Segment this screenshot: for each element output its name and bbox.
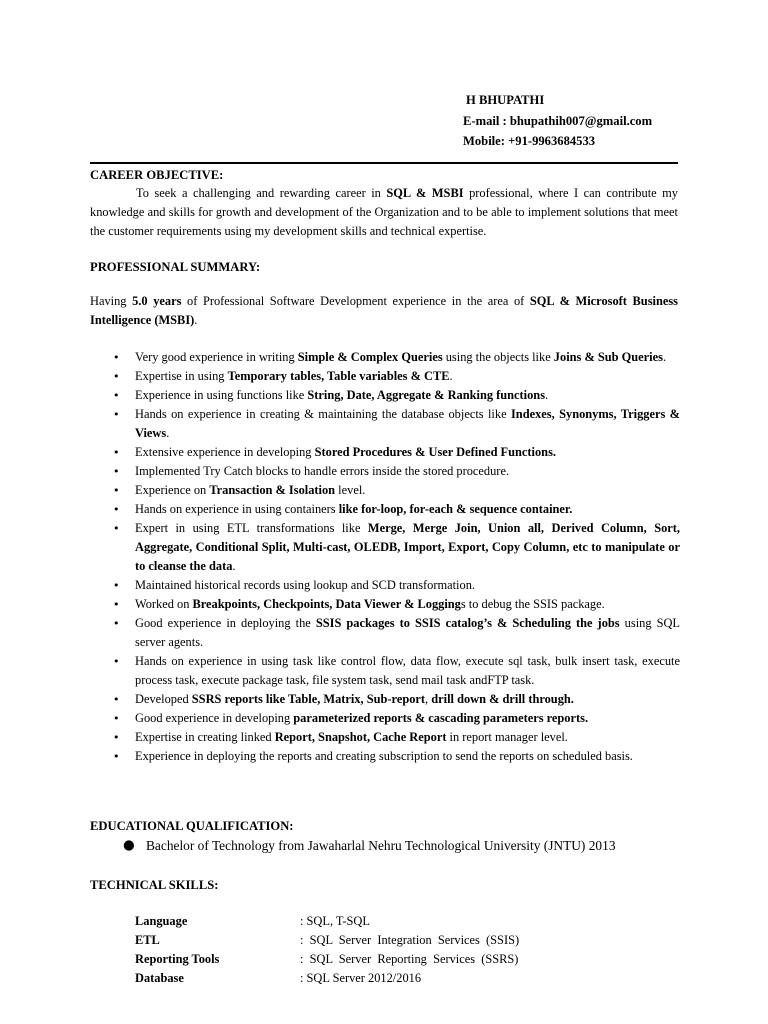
text-run: . (545, 388, 549, 402)
summary-bullet-item (90, 690, 680, 709)
text-run: Good experience in developing (135, 711, 294, 725)
text-run: Hands on experience in using containers (135, 502, 339, 516)
text-run: , (425, 692, 432, 706)
text-run: Hands on experience in creating & maintaining the database objects like (135, 407, 511, 421)
summary-bullet-item (90, 367, 680, 386)
bold-text: drill down & drill through. (431, 692, 574, 706)
text-run: . (662, 350, 667, 364)
bold-text: Temporary tables, Table variables & CTE (227, 369, 450, 383)
skill-row-etl (135, 931, 550, 950)
text-run: . (194, 313, 198, 327)
text-run: To seek a challenging and rewarding career in (136, 186, 387, 200)
bold-text: 5.0 years (132, 294, 182, 308)
text-run: level. (335, 483, 366, 497)
bold-text: Merge, Merge Join, Union all, Derived Column, Sort, Aggregate, Conditional Split, Multi-cast, OLEDB, Import, Export, Copy Column, etc to manipulate or to cleanse the data (135, 521, 681, 573)
career-objective-text (90, 184, 678, 241)
skill-value: : SQL Server Reporting Services (SSRS) (300, 952, 519, 966)
bold-text: Simple & Complex Queries (297, 350, 443, 364)
skill-label: Database (135, 971, 184, 985)
summary-bullet-item (90, 595, 680, 614)
summary-bullet-item (90, 386, 680, 405)
education-list (90, 836, 690, 856)
candidate-name: H BHUPATHI (466, 93, 545, 107)
skill-label: ETL (135, 933, 160, 947)
text-run: Worked on (135, 597, 193, 611)
text-run: Experience in deploying the reports and creating subscription to send the reports on scheduled basis. (135, 749, 633, 763)
bold-text: Breakpoints, Checkpoints, Data Viewer & Logging (192, 597, 461, 611)
mobile-line: Mobile: +91-9963684533 (463, 134, 596, 148)
text-run: Expert in using ETL transformations like (135, 521, 368, 535)
text-run: of Professional Software Development experience in the area of (181, 294, 530, 308)
bold-text: SSIS packages to SSIS catalog’s & Scheduling the jobs (315, 616, 620, 630)
summary-bullet-item (90, 500, 680, 519)
text-run: . (166, 426, 170, 440)
summary-bullet-item (90, 728, 680, 747)
summary-bullet-item (90, 614, 680, 652)
skill-row-reporting-tools (135, 950, 550, 969)
summary-bullet-item (90, 519, 680, 576)
text-run: Hands on experience in using task like control flow, data flow, execute sql task, bulk insert task, execute process task, execute package task, file system task, send mail task andFTP task. (135, 654, 680, 687)
technical-skills-table (135, 912, 550, 988)
text-run: Implemented Try Catch blocks to handle errors inside the stored procedure. (135, 464, 510, 478)
bold-text: String, Date, Aggregate & Ranking functions (307, 388, 546, 402)
bullet-icon: ● (123, 838, 135, 853)
text-run: Expertise in creating linked (135, 730, 275, 744)
bold-text: Report, Snapshot, Cache Report (274, 730, 447, 744)
text-run: Experience on (135, 483, 210, 497)
professional-summary-title: PROFESSIONAL SUMMARY: (90, 260, 261, 274)
contact-header (463, 90, 652, 152)
education-item: Bachelor of Technology from Jawaharlal Nehru Technological University (JNTU) 2013 (146, 838, 616, 853)
skill-value: : SQL, T-SQL (300, 914, 370, 928)
email-line: E-mail : bhupathih007@gmail.com (463, 113, 653, 128)
skill-row-database (135, 969, 550, 988)
text-run: s to debug the SSIS package. (460, 597, 605, 611)
bold-text: Indexes, Synonyms, Triggers & Views (135, 407, 681, 440)
text-run: Developed (135, 692, 192, 706)
text-run: Extensive experience in developing (135, 445, 315, 459)
header-divider (90, 162, 678, 164)
text-run: . (449, 369, 453, 383)
summary-bullet-list (90, 348, 680, 766)
career-objective-title: CAREER OBJECTIVE: (90, 168, 224, 182)
text-run: Very good experience in writing (135, 350, 298, 364)
text-run: Experience in using functions like (135, 388, 308, 402)
skill-value: : SQL Server 2012/2016 (300, 971, 422, 985)
summary-bullet-item (90, 405, 680, 443)
bold-text: Stored Procedures & User Defined Functions. (314, 445, 556, 459)
technical-skills-title: TECHNICAL SKILLS: (90, 878, 219, 892)
bold-text: like for-loop, for-each & sequence container. (338, 502, 573, 516)
skill-label: Reporting Tools (135, 952, 220, 966)
text-run: using the objects like (442, 350, 554, 364)
summary-bullet-item (90, 652, 680, 690)
summary-bullet-item (90, 747, 680, 766)
bold-text: Joins & Sub Queries (553, 350, 663, 364)
summary-bullet-item (90, 709, 680, 728)
summary-bullet-item (90, 576, 680, 595)
summary-bullet-item (90, 443, 680, 462)
summary-bullet-item (90, 348, 680, 367)
bold-text: Transaction & Isolation (209, 483, 336, 497)
summary-bullet-item (90, 462, 680, 481)
text-run: Expertise in using (135, 369, 228, 383)
text-run: in report manager level. (446, 730, 568, 744)
bold-text: parameterized reports & cascading parameters reports. (293, 711, 589, 725)
text-run: Maintained historical records using lookup and SCD transformation. (135, 578, 475, 592)
summary-intro-body (90, 294, 678, 327)
text-run: Good experience in deploying the (135, 616, 316, 630)
skill-label: Language (135, 914, 188, 928)
bold-text: SQL & Microsoft Business Intelligence (MSBI) (90, 294, 678, 327)
text-run: professional, where I can contribute my knowledge and skills for growth and development of the Organization and to be able to implement solutions that meet the customer requirements using my development skills and technical expertise. (90, 186, 678, 238)
education-title: EDUCATIONAL QUALIFICATION: (90, 819, 294, 833)
skill-row-language (135, 912, 550, 931)
career-objective-body (90, 186, 678, 238)
bold-text: SQL & MSBI (386, 186, 464, 200)
text-run: Having (90, 294, 133, 308)
text-run: using SQL server agents. (135, 616, 680, 649)
professional-summary-intro (90, 292, 678, 330)
text-run: . (232, 559, 236, 573)
summary-bullet-item (90, 481, 680, 500)
skill-value: : SQL Server Integration Services (SSIS) (300, 933, 520, 947)
bold-text: SSRS reports like Table, Matrix, Sub-report (191, 692, 426, 706)
